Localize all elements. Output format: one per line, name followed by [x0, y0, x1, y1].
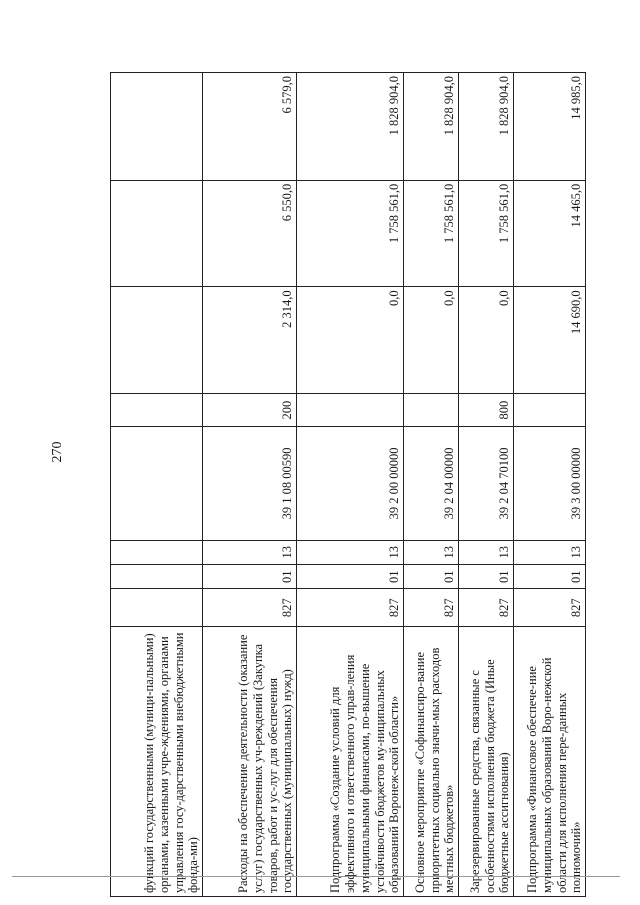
amount-2 [111, 180, 203, 287]
grbs-code [111, 589, 203, 627]
subsection-code: 13 [404, 540, 459, 564]
budget-table [110, 72, 586, 897]
target-article-code [111, 427, 203, 540]
grbs-code: 827 [459, 589, 514, 627]
grbs-code: 827 [514, 589, 586, 627]
target-article-code: 39 3 00 00000 [514, 427, 586, 540]
target-article-code: 39 2 00 00000 [297, 427, 404, 540]
amount-2: 1 758 561,0 [459, 180, 514, 287]
subsection-code: 13 [203, 540, 297, 564]
table-row [404, 73, 459, 897]
section-code: 01 [514, 564, 586, 588]
row-description: Основное мероприятие «Софинансиро-вание приоритетных социально значи-мых расходов местных бюджетов» [404, 627, 459, 897]
amount-2: 1 758 561,0 [297, 180, 404, 287]
expense-type-code [404, 393, 459, 426]
amount-1: 14 690,0 [514, 287, 586, 394]
subsection-code: 13 [514, 540, 586, 564]
amount-1: 0,0 [297, 287, 404, 394]
target-article-code: 39 2 04 00000 [404, 427, 459, 540]
grbs-code: 827 [404, 589, 459, 627]
amount-1: 2 314,0 [203, 287, 297, 394]
amount-3: 14 985,0 [514, 73, 586, 181]
section-code [111, 564, 203, 588]
table-row [459, 73, 514, 897]
section-code: 01 [203, 564, 297, 588]
row-description: Расходы на обеспечение деятельности (оказание услуг) государственных уч-реждений (Закупка товаров, работ и ус-луг для обеспечения государственных (муниципальных) нужд) [203, 627, 297, 897]
amount-3: 1 828 904,0 [297, 73, 404, 181]
amount-3: 1 828 904,0 [459, 73, 514, 181]
row-description: Зарезервированные средства, связанные с особенностями исполнения бюджета (Иные бюджетные ассигнования) [459, 627, 514, 897]
page-bottom-rule [12, 876, 620, 877]
section-code: 01 [297, 564, 404, 588]
amount-2: 1 758 561,0 [404, 180, 459, 287]
table-row [297, 73, 404, 897]
amount-1 [111, 287, 203, 394]
section-code: 01 [459, 564, 514, 588]
grbs-code: 827 [297, 589, 404, 627]
amount-2: 14 465,0 [514, 180, 586, 287]
expense-type-code [111, 393, 203, 426]
row-description: функций государственными (муници-пальными) органами, казенными учре-ждениями, органами управления госу-дарственными внебюджетными фонда-ми) [111, 627, 203, 897]
section-code: 01 [404, 564, 459, 588]
grbs-code: 827 [203, 589, 297, 627]
table-row [203, 73, 297, 897]
amount-1: 0,0 [404, 287, 459, 394]
table-row [514, 73, 586, 897]
amount-1: 0,0 [459, 287, 514, 394]
table-row [111, 73, 203, 897]
amount-3: 6 579,0 [203, 73, 297, 181]
expense-type-code: 200 [203, 393, 297, 426]
rotated-page-content [0, 60, 640, 905]
expense-type-code [297, 393, 404, 426]
subsection-code: 13 [297, 540, 404, 564]
subsection-code [111, 540, 203, 564]
expense-type-code: 800 [459, 393, 514, 426]
target-article-code: 39 1 08 00590 [203, 427, 297, 540]
row-description: Подпрограмма «Создание условий для эффективного и ответственного управ-ления муниципальными финансами, по-вышение устойчивости бюджетов му-ниципальных образований Воронеж-ской области» [297, 627, 404, 897]
expense-type-code [514, 393, 586, 426]
subsection-code: 13 [459, 540, 514, 564]
amount-2: 6 550,0 [203, 180, 297, 287]
amount-3 [111, 73, 203, 181]
amount-3: 1 828 904,0 [404, 73, 459, 181]
target-article-code: 39 2 04 70100 [459, 427, 514, 540]
page-number: 270 [50, 441, 65, 463]
row-description: Подпрограмма «Финансовое обеспече-ние муниципальных образований Воро-нежской области для исполнения пере-данных полномочий» [514, 627, 586, 897]
